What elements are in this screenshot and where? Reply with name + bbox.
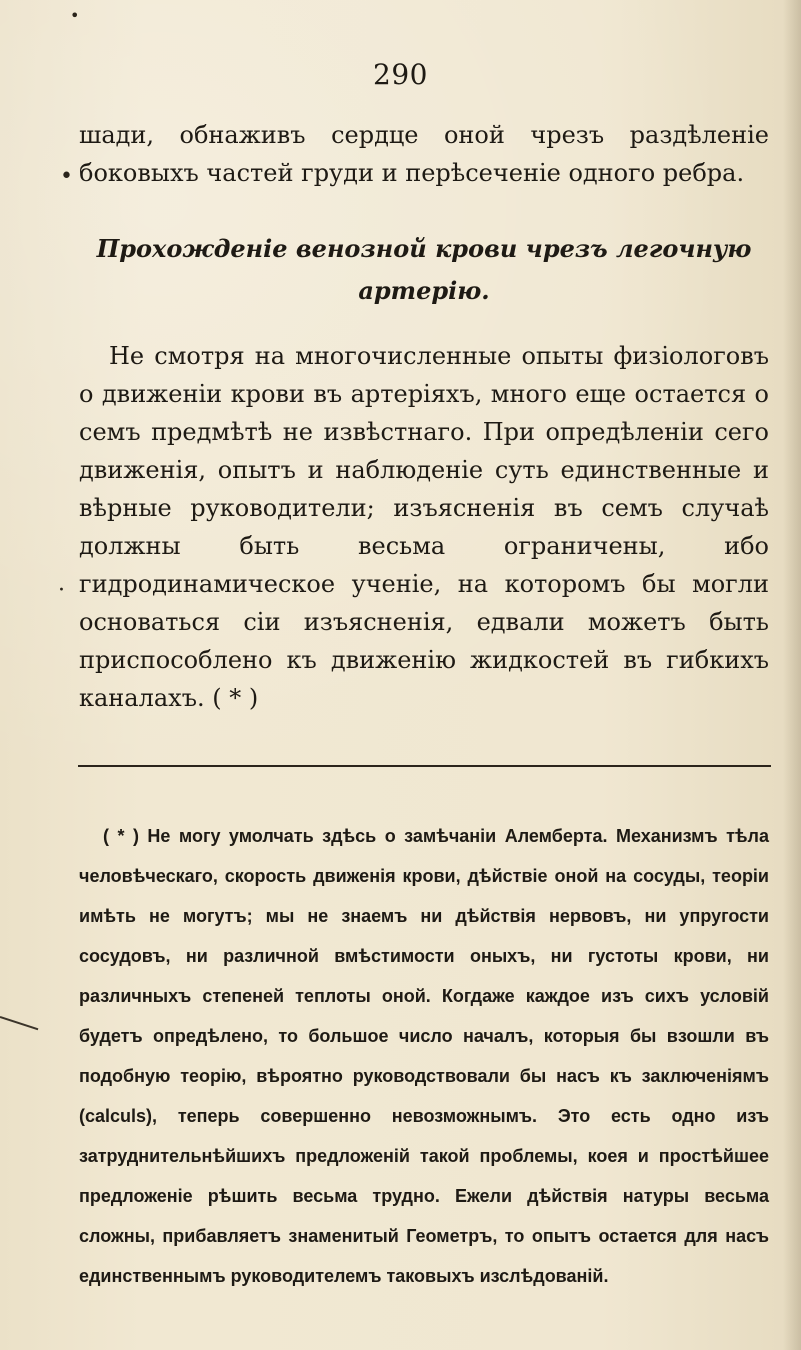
- page-edge-shadow: [783, 0, 801, 1350]
- footnote-divider: [78, 765, 771, 767]
- margin-pen-stroke: [0, 1016, 38, 1030]
- page-number: 290: [373, 58, 428, 91]
- main-paragraph-container: [79, 337, 769, 717]
- intro-paragraph: шади, обнаживъ сердце оной чрезъ раздѣленіе боковыхъ частей груди и перѣсеченіе одного ребра.: [79, 121, 769, 187]
- intro-paragraph-container: [79, 116, 769, 192]
- section-heading: Прохожденіе венозной крови чрезъ легочную артерію.: [96, 234, 752, 305]
- main-paragraph: Не смотря на многочисленные опыты физіологовъ о движеніи крови въ артеріяхъ, много еще остается о семъ предмѣтѣ не извѣстнаго. При опредѣленіи сего движенія, опытъ и наблюденіе суть единственные и вѣрные руководители; изъясненія въ семъ случаѣ должны быть весьма ограничены, ибо гидродинамическое ученіе, на которомъ бы могли основаться сіи изъясненія, едвали можетъ быть приспособлено къ движенію жидкостей въ гибкихъ каналахъ. ( * ): [79, 342, 769, 712]
- ink-speck: •: [70, 6, 80, 25]
- margin-dot-mark: ·: [58, 578, 65, 603]
- margin-bullet-mark: •: [60, 164, 73, 189]
- footnote-text: ( * ) Не могу умолчать здѣсь о замѣчаніи Алемберта. Механизмъ тѣла человѣческаго, скорость движенія крови, дѣйствіе оной на сосуды, теоріи имѣть не могутъ; мы не знаемъ ни дѣйствія нервовъ, ни упругости сосудовъ, ни различной вмѣстимости оныхъ, ни густоты крови, ни различныхъ степеней теплоты оной. Когдаже каждое изъ сихъ условій будетъ опредѣлено, то большое число началъ, которыя бы взошли въ подобную теорію, вѣроятно руководствовали бы насъ къ заключеніямъ (calculs), теперь совершенно невозможнымъ. Это есть одно изъ затруднительнѣйшихъ предложеній такой проблемы, коея и простѣйшее предложеніе рѣшить весьма трудно. Ежели дѣйствія натуры весьма сложны, прибавляетъ знаменитый Геометръ, то опытъ остается для насъ единственнымъ руководителемъ таковыхъ изслѣдованій.: [79, 826, 769, 1286]
